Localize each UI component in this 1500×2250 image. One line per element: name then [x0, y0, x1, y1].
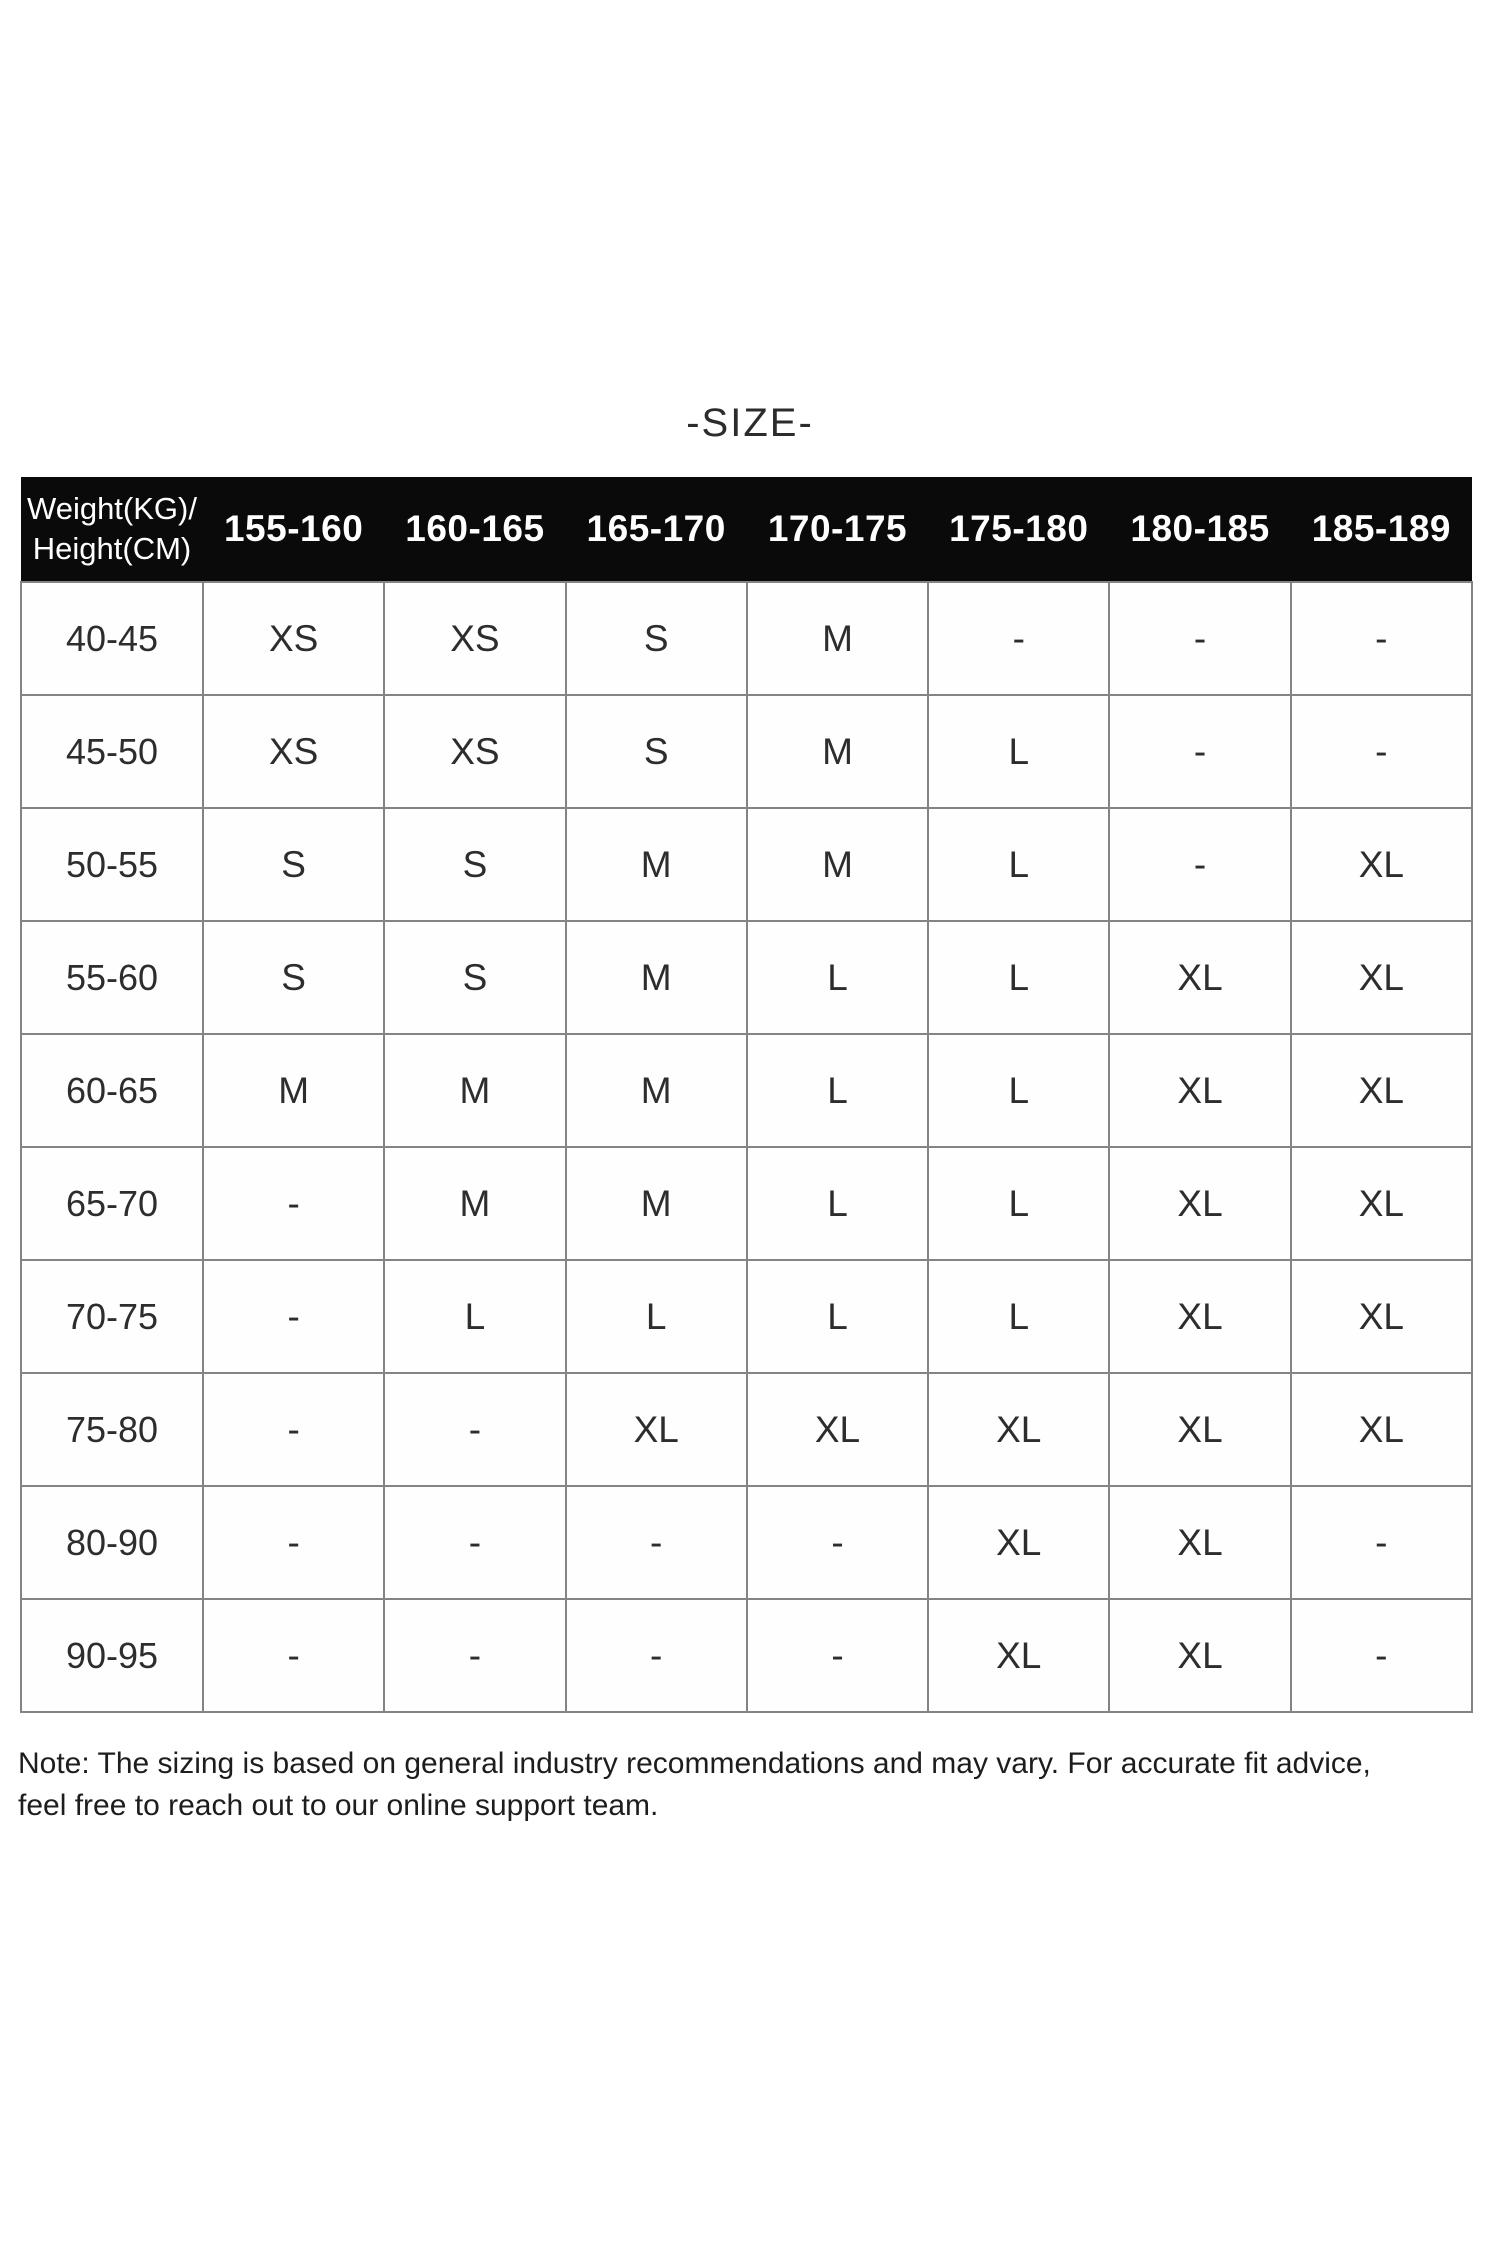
size-cell: L [747, 1260, 928, 1373]
table-row [21, 1486, 1472, 1599]
size-cell: M [203, 1034, 384, 1147]
size-cell: - [1291, 1486, 1472, 1599]
weight-range-cell: 80-90 [21, 1486, 203, 1599]
size-chart-table [20, 477, 1473, 1713]
size-cell: - [747, 1486, 928, 1599]
size-cell: L [928, 808, 1109, 921]
size-cell: M [384, 1034, 565, 1147]
size-cell: XL [1109, 1599, 1290, 1712]
size-cell: - [1291, 695, 1472, 808]
height-column-header: 165-170 [566, 477, 747, 582]
table-row [21, 1260, 1472, 1373]
table-header [21, 477, 1472, 582]
size-cell: S [566, 695, 747, 808]
height-column-header: 170-175 [747, 477, 928, 582]
size-cell: XL [1291, 808, 1472, 921]
height-column-header: 180-185 [1109, 477, 1290, 582]
size-cell: - [203, 1373, 384, 1486]
size-cell: - [566, 1599, 747, 1712]
size-cell: XS [384, 695, 565, 808]
table-row [21, 1034, 1472, 1147]
size-cell: XL [1109, 1486, 1290, 1599]
header-row [21, 477, 1472, 582]
size-cell: M [747, 695, 928, 808]
size-cell: XS [384, 582, 565, 695]
size-cell: L [928, 695, 1109, 808]
table-row [21, 808, 1472, 921]
size-cell: XS [203, 582, 384, 695]
size-cell: - [1109, 808, 1290, 921]
size-cell: - [1109, 695, 1290, 808]
size-cell: S [203, 921, 384, 1034]
weight-range-cell: 40-45 [21, 582, 203, 695]
note-text [18, 1743, 1470, 1827]
table-row [21, 695, 1472, 808]
note-line-1: Note: The sizing is based on general industry recommendations and may vary. For accurate fit advice, [18, 1747, 1371, 1780]
size-cell: - [747, 1599, 928, 1712]
size-cell: S [384, 808, 565, 921]
weight-range-cell: 60-65 [21, 1034, 203, 1147]
size-cell: L [747, 1034, 928, 1147]
weight-range-cell: 55-60 [21, 921, 203, 1034]
weight-range-cell: 75-80 [21, 1373, 203, 1486]
size-cell: XL [928, 1599, 1109, 1712]
size-cell: XL [928, 1373, 1109, 1486]
size-cell: - [384, 1599, 565, 1712]
size-cell: M [566, 921, 747, 1034]
size-cell: - [384, 1486, 565, 1599]
height-column-header: 185-189 [1291, 477, 1472, 582]
size-cell: L [747, 921, 928, 1034]
size-cell: M [566, 1034, 747, 1147]
corner-header-line: Weight(KG)/ [27, 491, 197, 526]
size-cell: L [384, 1260, 565, 1373]
size-cell: XL [1291, 1260, 1472, 1373]
size-cell: - [928, 582, 1109, 695]
size-cell: L [747, 1147, 928, 1260]
size-cell: - [384, 1373, 565, 1486]
table-row [21, 1373, 1472, 1486]
size-cell: L [928, 1034, 1109, 1147]
size-cell: L [928, 921, 1109, 1034]
size-cell: L [928, 1260, 1109, 1373]
size-cell: - [203, 1486, 384, 1599]
size-cell: M [747, 808, 928, 921]
size-cell: S [384, 921, 565, 1034]
size-cell: L [566, 1260, 747, 1373]
weight-range-cell: 65-70 [21, 1147, 203, 1260]
size-cell: - [1291, 582, 1472, 695]
size-cell: - [203, 1260, 384, 1373]
size-cell: XL [1291, 1034, 1472, 1147]
weight-range-cell: 50-55 [21, 808, 203, 921]
size-cell: - [203, 1147, 384, 1260]
note-line-2: feel free to reach out to our online support team. [18, 1789, 659, 1822]
size-cell: XL [1109, 1260, 1290, 1373]
size-cell: XL [1109, 1034, 1290, 1147]
size-cell: S [566, 582, 747, 695]
size-cell: XL [566, 1373, 747, 1486]
table-row [21, 1599, 1472, 1712]
size-cell: XL [1291, 921, 1472, 1034]
size-cell: L [928, 1147, 1109, 1260]
size-cell: - [1109, 582, 1290, 695]
size-cell: XL [1109, 1373, 1290, 1486]
size-cell: XS [203, 695, 384, 808]
size-cell: S [203, 808, 384, 921]
weight-range-cell: 45-50 [21, 695, 203, 808]
height-column-header: 175-180 [928, 477, 1109, 582]
table-row [21, 582, 1472, 695]
size-cell: - [566, 1486, 747, 1599]
size-cell: - [1291, 1599, 1472, 1712]
size-cell: XL [747, 1373, 928, 1486]
size-cell: XL [928, 1486, 1109, 1599]
size-cell: M [566, 1147, 747, 1260]
corner-header-line: Height(CM) [32, 531, 192, 566]
page-title: -SIZE- [686, 401, 814, 445]
size-cell: XL [1109, 921, 1290, 1034]
size-cell: M [384, 1147, 565, 1260]
table-row [21, 921, 1472, 1034]
corner-header [21, 477, 203, 582]
size-cell: M [566, 808, 747, 921]
size-cell: M [747, 582, 928, 695]
size-cell: XL [1291, 1147, 1472, 1260]
weight-range-cell: 70-75 [21, 1260, 203, 1373]
size-cell: XL [1109, 1147, 1290, 1260]
table-body [21, 582, 1472, 1712]
size-cell: XL [1291, 1373, 1472, 1486]
table-row [21, 1147, 1472, 1260]
height-column-header: 155-160 [203, 477, 384, 582]
weight-range-cell: 90-95 [21, 1599, 203, 1712]
height-column-header: 160-165 [384, 477, 565, 582]
size-cell: - [203, 1599, 384, 1712]
